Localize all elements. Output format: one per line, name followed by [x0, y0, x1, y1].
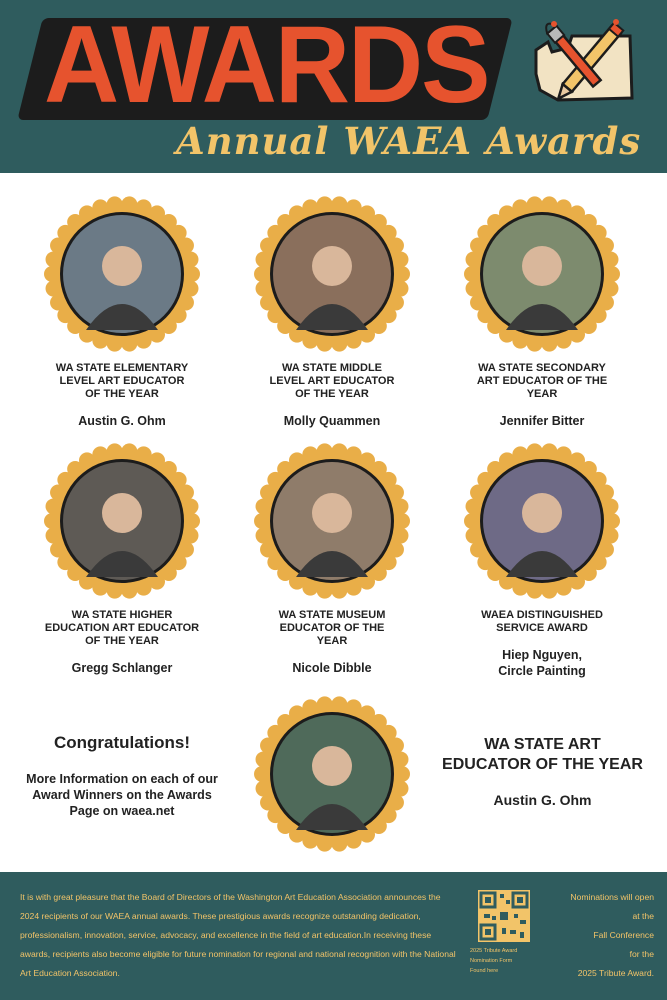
winner-photo	[252, 443, 412, 599]
winner-card-1	[22, 196, 222, 429]
award-title: WA STATE MIDDLE LEVEL ART EDUCATOR OF THE YEAR	[269, 362, 395, 400]
award-title: WA STATE ELEMENTARY LEVEL ART EDUCATOR OF THE YEAR	[55, 362, 189, 400]
winner-photo	[42, 196, 202, 352]
page-subtitle: Annual WAEA Awards	[176, 119, 642, 163]
award-title: WA STATE HIGHER EDUCATION ART EDUCATOR OF THE YEAR	[44, 609, 200, 647]
winner-name: Austin G. Ohm	[78, 414, 166, 428]
featured-winner-photo-card	[232, 696, 432, 852]
page-title: AWARDS	[44, 4, 489, 126]
winner-photo	[462, 196, 622, 352]
congratulations-heading: Congratulations!	[54, 733, 190, 752]
qr-code[interactable]	[478, 890, 530, 942]
winner-card-2	[232, 196, 432, 429]
header-banner	[0, 0, 667, 173]
winner-photo	[462, 443, 622, 599]
featured-award-block	[430, 735, 655, 808]
winner-name: Nicole Dibble	[292, 661, 372, 675]
featured-winner-photo	[252, 696, 412, 852]
footer-banner	[0, 872, 667, 1000]
featured-award-title: WA STATE ART EDUCATOR OF THE YEAR	[442, 736, 643, 773]
more-info-text: More Information on each of our Award Winners on the Awards Page on waea.net	[26, 772, 218, 818]
winner-card-3	[442, 196, 642, 429]
winner-card-5	[232, 443, 432, 676]
award-title: WA STATE MUSEUM EDUCATOR OF THE YEAR	[278, 609, 386, 647]
qr-caption: 2025 Tribute Award Nomination Form Found here	[470, 948, 518, 974]
winner-name: Jennifer Bitter	[499, 414, 585, 428]
featured-winner-name: Austin G. Ohm	[493, 792, 592, 808]
winner-photo	[252, 196, 412, 352]
winner-name: Hiep Nguyen, Circle Painting	[498, 648, 586, 678]
winner-card-4	[22, 443, 222, 676]
award-title: WAEA DISTINGUISHED SERVICE AWARD	[481, 609, 603, 634]
winner-name: Gregg Schlanger	[71, 661, 173, 675]
winner-name: Molly Quammen	[283, 414, 381, 428]
washington-state-brush-pencil-icon	[528, 12, 638, 116]
nominations-text: Nominations will open at the Fall Conference for the 2025 Tribute Award.	[570, 892, 654, 978]
footer-intro-text: It is with great pleasure that the Board of Directors of the Washington Art Education Association announces the 2024 recipients of our WAEA annual awards. These prestigious awards recognize outstanding dedication, professionalism, innovation, service, advocacy, and excellence in the field of art education.In receiving these awards, recipients also become eligible for future nomination for regional and national recognition with the National Art Education Association.	[20, 892, 456, 978]
winner-card-6	[442, 443, 642, 679]
winner-photo	[42, 443, 202, 599]
congratulations-block	[22, 733, 222, 819]
award-title: WA STATE SECONDARY ART EDUCATOR OF THE YEAR	[476, 362, 608, 400]
